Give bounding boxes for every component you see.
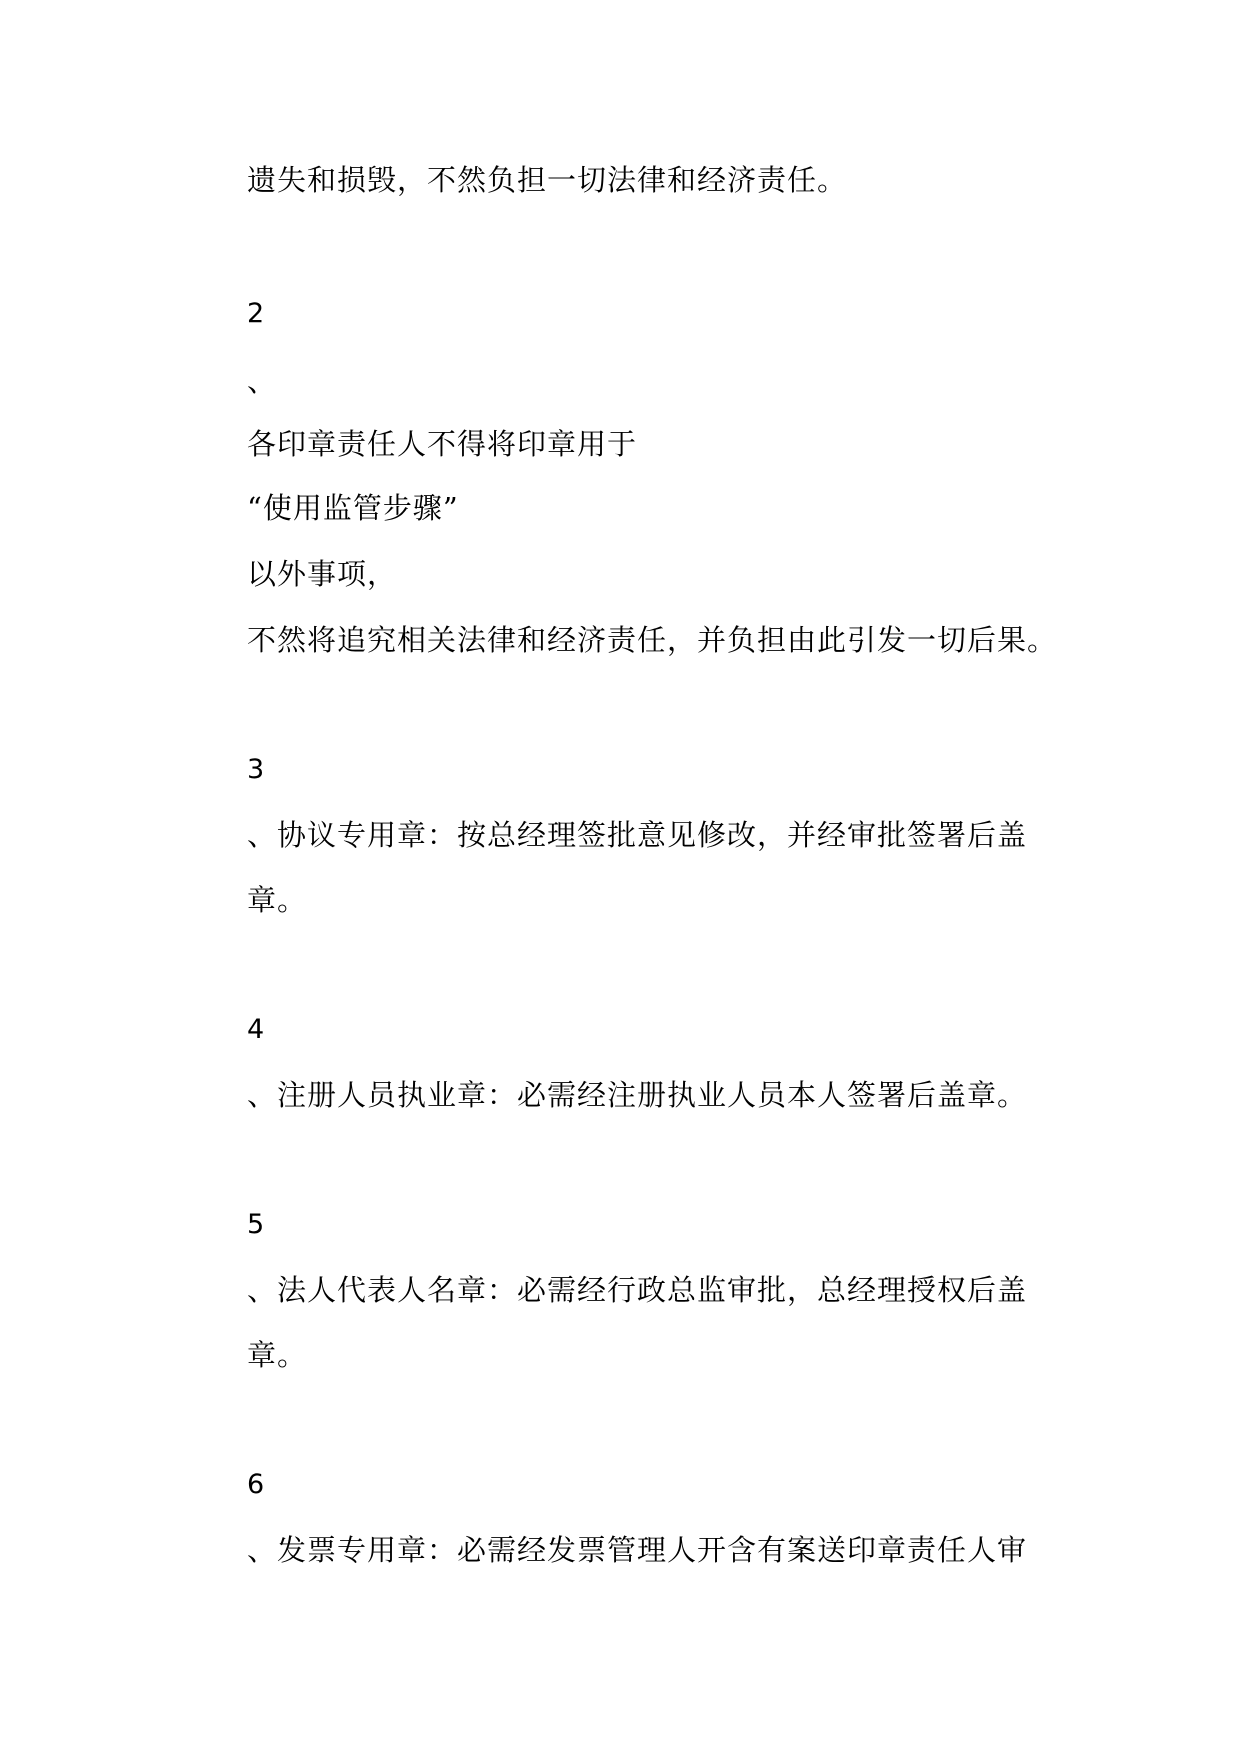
text-line-1: 遗失和损毁，不然负担一切法律和经济责任。 <box>247 163 848 197</box>
text-line-9: 、法人代表人名章：必需经行政总监审批，总经理授权后盖 <box>247 1273 1028 1307</box>
clause-number-4: 4 <box>247 1014 266 1045</box>
clause-number-2: 2 <box>247 298 266 329</box>
text-line-5: 不然将追究相关法律和经济责任，并负担由此引发一切后果。 <box>247 623 1058 657</box>
clause-number-6: 6 <box>247 1469 266 1500</box>
text-line-3: “使用监管步骤” <box>247 491 459 525</box>
clause-separator: 、 <box>247 364 278 398</box>
text-line-6: 、协议专用章：按总经理签批意见修改，并经审批签署后盖 <box>247 818 1028 852</box>
clause-number-3: 3 <box>247 754 266 785</box>
text-line-2: 各印章责任人不得将印章用于 <box>247 427 638 461</box>
clause-number-5: 5 <box>247 1209 266 1240</box>
text-line-4: 以外事项， <box>247 557 398 591</box>
text-line-10: 章。 <box>247 1338 308 1372</box>
text-line-7: 章。 <box>247 883 308 917</box>
text-line-11: 、发票专用章：必需经发票管理人开含有案送印章责任人审 <box>247 1533 1028 1567</box>
text-line-8: 、注册人员执业章：必需经注册执业人员本人签署后盖章。 <box>247 1078 1028 1112</box>
